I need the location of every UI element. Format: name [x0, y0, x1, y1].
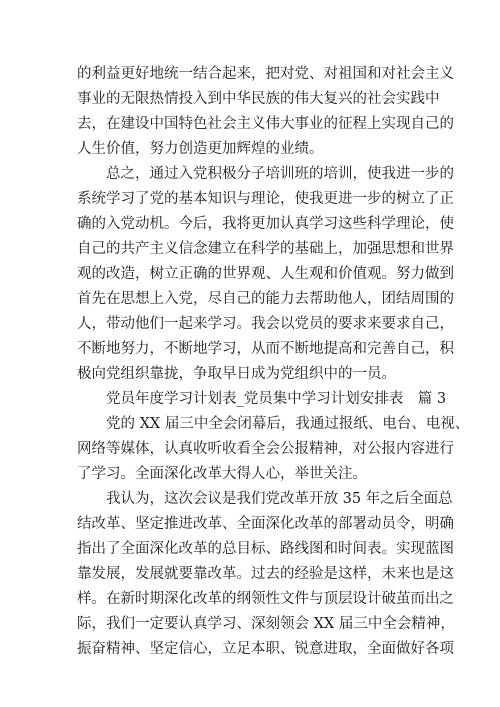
- text-line: 不断地努力，不断地学习，从而不断地提高和完善自己，积: [77, 341, 454, 357]
- text-line: 党的 XX 届三中全会闭幕后，我通过报纸、电台、电视、: [77, 416, 470, 432]
- text-line: 际，我们一定要认真学习、深刻领会 XX 届三中全会精神，: [77, 616, 455, 632]
- text-line: 确的入党动机。今后，我将更加认真学习这些科学理论，使: [77, 216, 454, 232]
- text-line: 振奋精神、坚定信心，立足本职、锐意进取，全面做好各项: [77, 641, 454, 657]
- text-line: 了学习。全面深化改革大得人心，举世关注。: [77, 466, 367, 482]
- text-line: 的利益更好地统一结合起来，把对党、对祖国和对社会主义: [77, 66, 454, 82]
- text-line: 我认为，这次会议是我们党改革开放 35 年之后全面总: [77, 491, 453, 507]
- text-line: 网络等媒体，认真收听收看全会公报精神，对公报内容进行: [77, 441, 454, 457]
- text-line: 观的改造，树立正确的世界观、人生观和价值观。努力做到: [77, 266, 454, 282]
- text-line: 总之，通过入党积极分子培训班的培训，使我进一步的: [77, 166, 454, 182]
- text-line: 人，带动他们一起来学习。我会以党员的要求来要求自己，: [77, 316, 454, 332]
- text-line: 结改革、坚定推进改革、全面深化改革的部署动员令，明确: [77, 516, 454, 532]
- section-heading: 党员年度学习计划表_党员集中学习计划安排表 篇 3: [77, 391, 447, 407]
- text-line: 自己的共产主义信念建立在科学的基础上，加强思想和世界: [77, 241, 454, 257]
- text-line: 首先在思想上入党，尽自己的能力去帮助他人，团结周围的: [77, 291, 454, 307]
- text-line: 样。在新时期深化改革的纲领性文件与顶层设计破茧而出之: [77, 591, 454, 607]
- text-line: 人生价值，努力创造更加辉煌的业绩。: [77, 141, 324, 157]
- text-line: 系统学习了党的基本知识与理论，使我更进一步的树立了正: [77, 191, 454, 207]
- text-line: 指出了全面深化改革的总目标、路线图和时间表。实现蓝图: [77, 541, 454, 557]
- text-line: 去，在建设中国特色社会主义伟大事业的征程上实现自己的: [77, 116, 454, 132]
- text-line: 靠发展，发展就要靠改革。过去的经验是这样，未来也是这: [77, 566, 454, 582]
- text-line: 极向党组织靠拢，争取早日成为党组织中的一员。: [77, 366, 396, 382]
- text-line: 事业的无限热情投入到中华民族的伟大复兴的社会实践中: [77, 91, 440, 107]
